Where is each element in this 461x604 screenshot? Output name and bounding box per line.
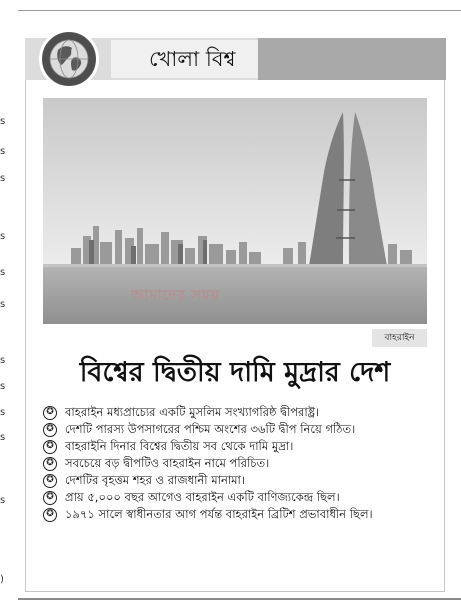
photo-caption: বাহরাইন [372, 329, 427, 347]
margin-mark: s [0, 116, 6, 127]
list-item [43, 472, 423, 489]
list-item [43, 421, 423, 438]
fact-text: বাহরাইনি দিনার বিশ্বের দ্বিতীয় সব থেকে দামি মুদ্রা। [65, 439, 294, 453]
top-rule [18, 10, 461, 11]
star-circle-icon: ✪ [43, 406, 57, 420]
margin-mark: s [0, 146, 6, 157]
fact-text: ১৯৭১ সালে স্বাধীনতার আগ পর্যন্ত বাহরাইন ব্রিটিশ প্রভাবাধীন ছিল। [65, 507, 373, 521]
adjacent-column-fragment [0, 0, 10, 604]
star-circle-icon: ✪ [43, 423, 57, 437]
facts-list [43, 404, 423, 523]
margin-mark: s [0, 432, 6, 443]
list-item [43, 506, 423, 523]
list-item [43, 489, 423, 506]
margin-mark: s [0, 407, 6, 418]
section-header [25, 38, 446, 80]
margin-mark: s [0, 355, 6, 366]
margin-mark: s [0, 299, 6, 310]
star-circle-icon: ✪ [43, 474, 57, 488]
fact-text: দেশটি পারস্য উপসাগরের পশ্চিম অংশের ৩৬টি দ্বীপ নিয়ে গঠিত। [65, 422, 356, 436]
star-circle-icon: ✪ [43, 508, 57, 522]
bottom-rule [18, 598, 461, 600]
globe-icon [39, 29, 99, 89]
fact-text: সবচেয়ে বড় দ্বীপটিও বাহরাইন নামে পরিচিত। [65, 456, 270, 470]
list-item [43, 404, 423, 421]
star-circle-icon: ✪ [43, 440, 57, 454]
section-title: খোলা বিশ্ব [149, 47, 236, 71]
headline: বিশ্বের দ্বিতীয় দামি মুদ্রার দেশ [79, 357, 391, 388]
fact-text: দেশটির বৃহত্তম শহর ও রাজধানী মানামা। [65, 473, 245, 487]
margin-mark: s [0, 267, 6, 278]
star-circle-icon: ✪ [43, 491, 57, 505]
fact-text: বাহরাইন মধ্যপ্রাচ্যের একটি মুসলিম সংখ্যাগরিষ্ঠ দ্বীপরাষ্ট্র। [65, 405, 320, 419]
margin-mark: s [0, 495, 6, 506]
header-bar-accent [258, 38, 446, 80]
star-circle-icon: ✪ [43, 457, 57, 471]
margin-mark: s [0, 173, 6, 184]
margin-mark: ) [0, 574, 4, 585]
bahrain-skyline-photo [43, 98, 427, 324]
margin-mark: s [0, 381, 6, 392]
photo-watermark: আমাদের সময় [131, 286, 220, 304]
fact-text: প্রায় ৫,০০০ বছর আগেও বাহরাইন একটি বাণিজ্যকেন্দ্র ছিল। [65, 490, 340, 504]
list-item [43, 455, 423, 472]
list-item [43, 438, 423, 455]
margin-mark: s [0, 231, 6, 242]
